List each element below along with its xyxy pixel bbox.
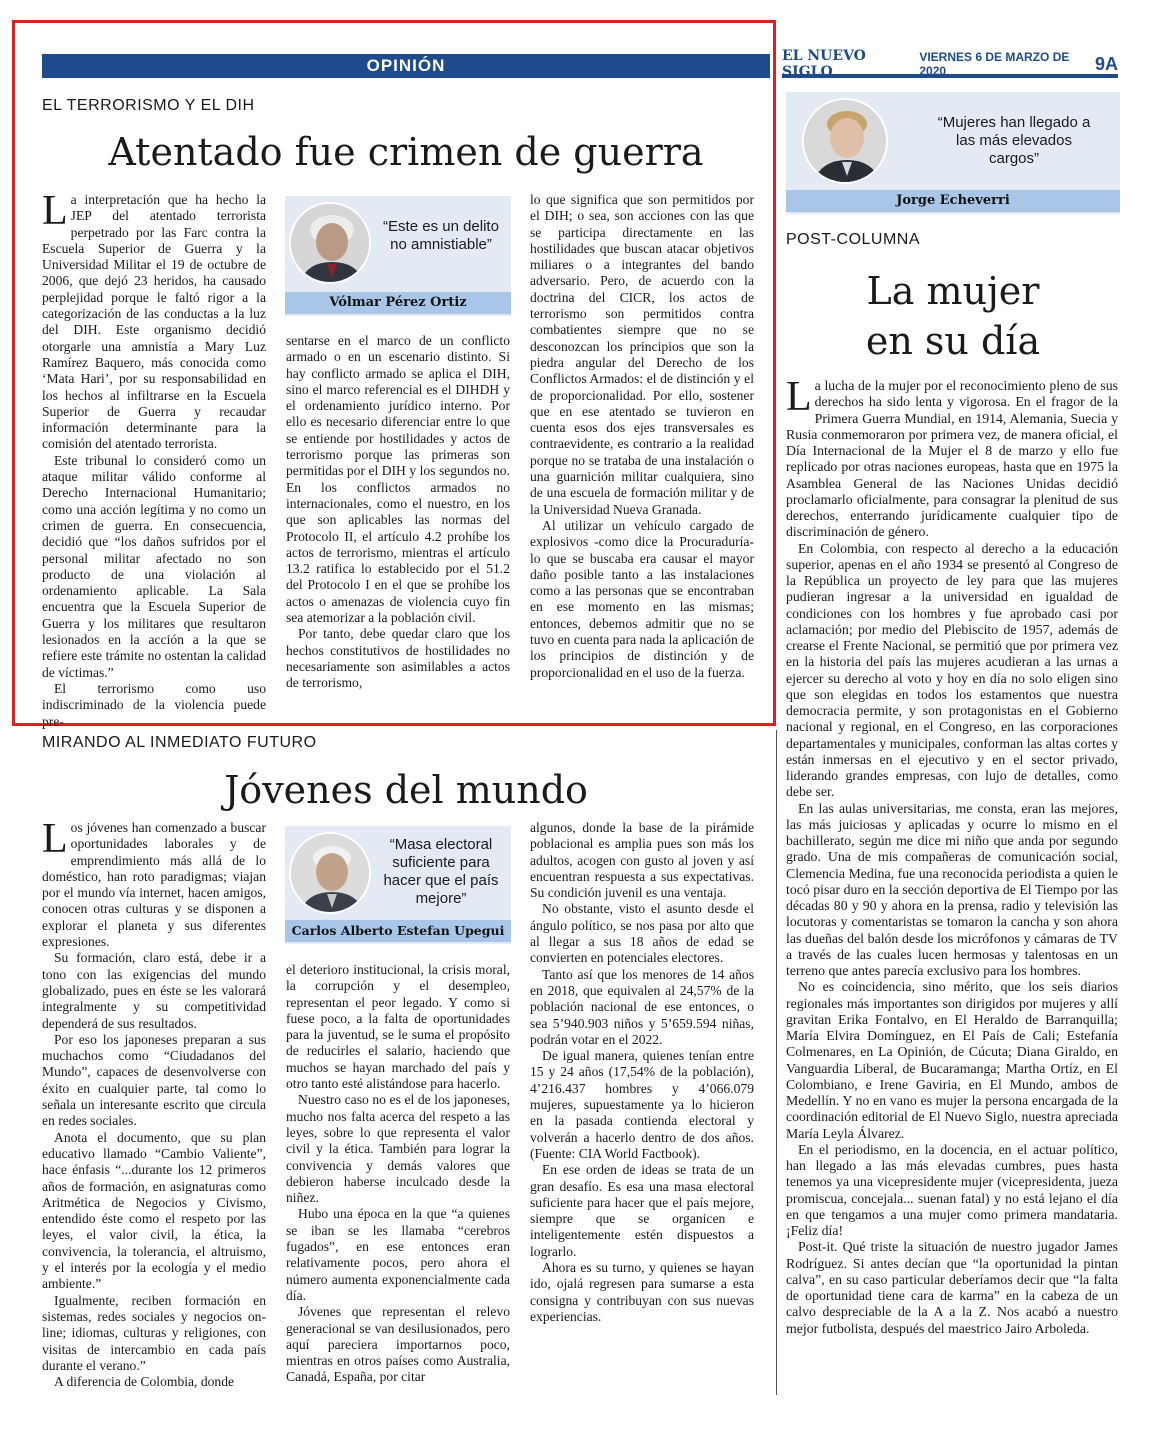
- masthead: [782, 48, 1118, 80]
- paragraph: Al utilizar un vehículo cargado de explosivos -como dice la Procuraduría- lo que se buscaba era causar el mayor daño posible tanto a las instalaciones como a las personas que se encontraban en ese momento en las mismas; entonces, debemos admitir que no se tuvo en cuenta para nada la aplicación de los principios de distinción y de proporcionalidad en el uso de la fuerza.: [530, 517, 754, 680]
- section-label: OPINIÓN: [366, 56, 446, 75]
- article3-headline: [786, 266, 1120, 366]
- paragraph: De igual manera, quienes tenían entre 15 y 24 años (17,54% de la población), 4’216.437 hombres y 4’066.079 mujeres, supuestamente ya lo hicieron en la pasada contienda electoral y volverán a hacerlo dentro de dos años.(Fuente: CIA World Factbook).: [530, 1048, 754, 1161]
- article1-column-3: [530, 192, 754, 712]
- headline-line: en su día: [865, 319, 1041, 363]
- paragraph: os jóvenes han comenzado a buscar oportunidades laborales y de emprendimiento más allá de lo doméstico, han roto paradigmas; viajan por el mundo vía internet, hacen amigos, conocen otras culturas y se disponen a explorar el planeta y sus diferentes expresiones.: [42, 820, 266, 950]
- article3-pullquote: “Mujeres han llegado a las más elevados cargos”: [937, 114, 1091, 167]
- paragraph: En Colombia, con respecto al derecho a la educación superior, apenas en el año 1934 se presentó al Congreso de la República un proyecto de ley para que las mujeres pudieran ingresar a la universidad en igualdad de condiciones con los hombres y fue aprobado casi por aclamación; por medio del Plebiscito de 1957, además de crearse el Frente Nacional, se permitió que por primera vez en la historia del país las mujeres acudieran a las urnas a ejercer su derecho al voto y hoy en día no solo eligen sino que son elegidas en todos los estamentos que nuestra democracia permite, y son protagonistas en el Gobierno nacional y regional, en el Congreso, en las corporaciones departamentales y municipales, conforman las altas cortes y están inmersas en el ejecutivo y en el sector privado, liderando grandes empresas, con lujo de detalles, como debe ser.: [786, 540, 1118, 800]
- author-photo: [289, 202, 371, 284]
- column-divider: [776, 730, 777, 1395]
- paragraph: Por tanto, debe quedar claro que los hechos constitutivos de hostilidades no necesariamente son asimilables a actos de terrorismo,: [286, 626, 510, 691]
- article2-column-1: [42, 816, 266, 1390]
- article2-kicker: MIRANDO AL INMEDIATO FUTURO: [42, 734, 317, 751]
- paragraph: a lucha de la mujer por el reconocimiento pleno de sus derechos ha sido lenta y vigorosa. En el fragor de la Primera Guerra Mundial, en 1914, Alemania, Suecia y Rusia conmemoraron por primera vez, de manera oficial, el Día Internacional de la Mujer el 8 de marzo y ello fue replicado por otras naciones europeas, hasta que en 1975 la Asamblea General de las Naciones Unidas decidió proclamarlo oficialmente, para consagrar la plenitud de sus derechos, enterrando jurídicamente cualquier tipo de discriminación de género.: [786, 378, 1118, 540]
- article1-author-box: [285, 196, 511, 316]
- article2-author-box: [285, 826, 511, 944]
- dropcap: L: [786, 374, 812, 420]
- portrait-icon: [291, 834, 371, 914]
- article2-column-3: [530, 820, 754, 1390]
- page-number: 9A: [1094, 53, 1118, 74]
- paragraph: Igualmente, reciben formación en sistemas, redes sociales y negocios on-line; idiomas, culturas y religiones, con visitas de intercambio en cada país durante el verano.”: [42, 1292, 266, 1373]
- paragraph: Ahora es su turno, y quienes se hayan ido, ojalá regresen para sumarse a esta consigna y contribuyan con sus nuevas experiencias.: [530, 1260, 754, 1324]
- article1-kicker: EL TERRORISMO Y EL DIH: [42, 97, 255, 114]
- article3-kicker: POST-COLUMNA: [786, 231, 921, 248]
- paragraph: sentarse en el marco de un conflicto armado o en un escenario distinto. Si hay conflicto armado se aplica el DIH, sino el marco referencial es el DIHDH y el ordenamiento jurídico interno. Por ello es necesario diferenciar entre lo que se entiende por hostilidades y actos de terrorismo porque las primeras son permitidas por el DIH y los segundos no. En los conflictos armados no internacionales, como el nuestro, en los que son aplicables las normas del Protocolo II, el artículo 4.2 prohíbe los actos de terrorismo, mientras el artículo 13.2 ratifica lo establecido por el 51.2 del Protocolo I en el que se prohíbe los actos o amenazas de violencia cuyo fin sea atemorizar a la población civil.: [286, 333, 510, 626]
- article1-headline: Atentado fue crimen de guerra: [108, 130, 704, 174]
- dropcap: L: [42, 816, 68, 862]
- paragraph: Tanto así que los menores de 14 años en 2018, que equivalen al 24,57% de la población nacional de ese entonces, o sea 5’940.903 niños y 5’659.594 niñas, podrán votar en el 2022.: [530, 966, 754, 1047]
- author-photo: [802, 98, 888, 184]
- paragraph: A diferencia de Colombia, donde: [54, 1374, 235, 1390]
- paragraph: Por eso los japoneses preparan a sus muchachos como “Ciudadanos del Mundo”, capaces de desenvolverse con éxito en cualquier parte, tal como lo señala un interesante escrito que circula en redes sociales.: [42, 1031, 266, 1129]
- headline-line: La mujer: [866, 269, 1040, 313]
- paragraph: Post-it. Qué triste la situación de nuestro jugador James Rodríguez. Si antes decían que “la oportunidad la pintan calva”, en su caso particular deberíamos decir que “la falta de oportunidad tiene cara de karma” en la cabeza de un calvo despreciable de la A a la Z. Nos acabó a nuestro mejor futbolista, después del maestrico Jairo Arboleda.: [786, 1239, 1118, 1336]
- paragraph: Hubo una época en la que “a quienes se iban se les llamaba “cerebros fugados”, en ese entonces eran relativamente pocos, pero ahora el número aumenta exponencialmente cada día.: [286, 1206, 510, 1303]
- article1-author-name: Vólmar Pérez Ortiz: [285, 292, 511, 314]
- portrait-icon: [804, 100, 888, 184]
- paragraph: Anota el documento, que su plan educativo llamado “Cambio Valiente”, hace énfasis “...durante los 12 primeros años de formación, en asignaturas como Aritmética de Negocios y Civismo, entendido éste como el respeto por las leyes, el valor civil, la ética, la convivencia, la tolerancia, el altruismo, y el interés por la ecología y el medio ambiente.”: [42, 1129, 266, 1292]
- paragraph: En las aulas universitarias, me consta, eran las mejores, las más juiciosas y aplicadas y ocurre lo mismo en el bachillerato, según me dice mi niño que anda por segundo grado. Una de mis compañeras de comunicación social, Clemencia Medina, fue una reconocida periodista a quien le tocó pisar duro en la sección deportiva de El Tiempo por las décadas 80 y 90 y ahora en la prensa, radio y televisión las locutoras y comentaristas se tomaron la cancha y son ahora las dueñas del balón desde los micrófonos y cámaras de TV a través de las cuales lucen hermosas y talentosas en un terreno que antes parecía exclusivo para los hombres.: [786, 800, 1118, 978]
- paragraph: el deterioro institucional, la crisis moral, la corrupción y el desempleo, representan el peor legado. Y como si fuese poco, a la falta de oportunidades para la juventud, se le suma el propósito de reducirles el salario, haciendo que muchos se hayan marchado del país y otro tanto esté alistándose para hacerlo.: [286, 962, 510, 1092]
- section-header-band: [42, 54, 770, 78]
- paragraph: En ese orden de ideas se trata de un gran desafío. Es esa una masa electoral suficiente para hacer que el país mejore, siempre que se organicen e inteligentemente estén dispuestos a lograrlo.: [530, 1162, 754, 1259]
- paragraph: Jóvenes que representan el relevo generacional se van desilusionados, pero aquí pareciera importarnos poco, mientras en otros países como Australia, Canadá, España, por citar: [286, 1304, 510, 1385]
- paragraph: Este tribunal lo consideró como un ataque militar válido conforme al Derecho Internacional Humanitario; como una acción legítima y no como un crimen de guerra. En consecuencia, decidió que “los daños sufridos por el personal militar afectado no son producto de una violación al ordenamiento aplicable. La Sala encuentra que la Escuela Superior de Guerra y los militares que resultaron lesionados en la acción a la que se refiere este trámite no ostentan la calidad de víctimas.”: [42, 452, 266, 680]
- paragraph: a interpretación que ha hecho la JEP del atentado terrorista perpetrado por las Farc contra la Escuela Superior de Guerra y la Universidad Militar el 19 de octubre de 2006, que dejó 23 heridos, ha causado perplejidad porque le faltó rigor a la categorización de las conductas a la luz del DIH. Este organismo decidió otorgarle una amnistía a Mary Luz Ramírez Baquero, más conocida como ‘Mata Hari’, por su responsabilidad en los hechos al infiltrarse en la Escuela Superior de Guerra y recaudar información determinante para la comisión del atentado terrorista.: [42, 192, 266, 452]
- author-photo: [289, 832, 371, 914]
- paragraph: No es coincidencia, sino mérito, que los seis diarios regionales más importantes son dirigidos por mujeres y allí gravitan Erika Fontalvo, en El Heraldo de Barranquilla; María Elvira Domínguez, en El País de Cali; Estefanía Colmenares, en La Opinión, de Cúcuta; Diana Giraldo, en Vanguardia Liberal, de Bucaramanga; Martha Ortíz, en El Colombiano, e Irene Gaviria, en El Mundo, ambos de Medellín. Y no en vano es mujer la persona encargada de la coordinación editorial de El Nuevo Siglo, nuestra apreciada María Leyla Álvarez.: [786, 979, 1118, 1141]
- masthead-name: EL NUEVO SIGLO: [782, 48, 866, 80]
- article2-headline: Jóvenes del mundo: [224, 768, 588, 812]
- article2-pullquote: “Masa electoral suficiente para hacer que el país mejore”: [383, 836, 499, 907]
- article2-author-name: Carlos Alberto Estefan Upegui: [285, 920, 511, 942]
- article1-column-1: [42, 188, 266, 729]
- article2-column-2: [286, 962, 510, 1392]
- paragraph: El terrorismo como uso indiscriminado de la violencia puede pre-: [42, 680, 266, 729]
- article3-body: [786, 374, 1118, 1398]
- portrait-icon: [291, 204, 371, 284]
- article3-author-name: Jorge Echeverri: [786, 190, 1120, 212]
- article1-column-2: [286, 333, 510, 713]
- article3-author-box: [786, 92, 1120, 214]
- paragraph: Su formación, claro está, debe ir a tono con las exigencias del mundo globalizado, pues en éste se les valorará integralmente y su competitividad dependerá de sus resultados.: [42, 950, 266, 1031]
- paragraph: Nuestro caso no es el de los japoneses, mucho nos falta acerca del respeto a las leyes, sobre lo que representa el valor civil y la ética. También para lograr la convivencia y demás valores que debieron haberse inculcado desde la niñez.: [286, 1092, 510, 1206]
- article1-pullquote: “Este es un delito no amnistiable”: [383, 218, 499, 253]
- dropcap: L: [42, 188, 68, 234]
- masthead-date: VIERNES 6 DE MARZO DE 2020: [919, 50, 1070, 78]
- paragraph: En el periodismo, en la docencia, en el actuar político, han llegado a las más elevadas cumbres, pues hasta tenemos ya una vicepresidente mujer (vicepresidenta, jueza promiscua, concejala... suenan fatal) y no está lejano el día en que tengamos a una mujer como primera mandataria. ¡Feliz día!: [786, 1141, 1118, 1238]
- paragraph: lo que significa que son permitidos por el DIH; o sea, son acciones con las que se participa directamente en las hostilidades que buscan atacar objetivos miliares o a integrantes del bando adversario. Pero, de acuerdo con la doctrina del CICR, los actos de terrorismo son permitidos contra combatientes siempre que no se desconozcan los principios que son la piedra angular del Derecho de los Conflictos Armados: el de distinción y el de proporcionalidad. Por ello, sostener que en ese atentado se tuvieron en cuenta esos dos ejes transversales es contraevidente, es contrario a la realidad porque no se trataba de una instalación o una guarnición militar cualquiera, sino de una escuela de formación militar y de la Universidad Nueva Granada.: [530, 192, 754, 517]
- paragraph: No obstante, visto el asunto desde el ángulo político, se nos pasa por alto que al llegar a sus 18 años de edad se convierten en potenciales electores.: [530, 901, 754, 966]
- paragraph: algunos, donde la base de la pirámide poblacional es amplia pues son más los adultos, acogen con gusto al joven y así encuentran respuesta a sus expectativas. Su condición juvenil es una ventaja.: [530, 820, 754, 901]
